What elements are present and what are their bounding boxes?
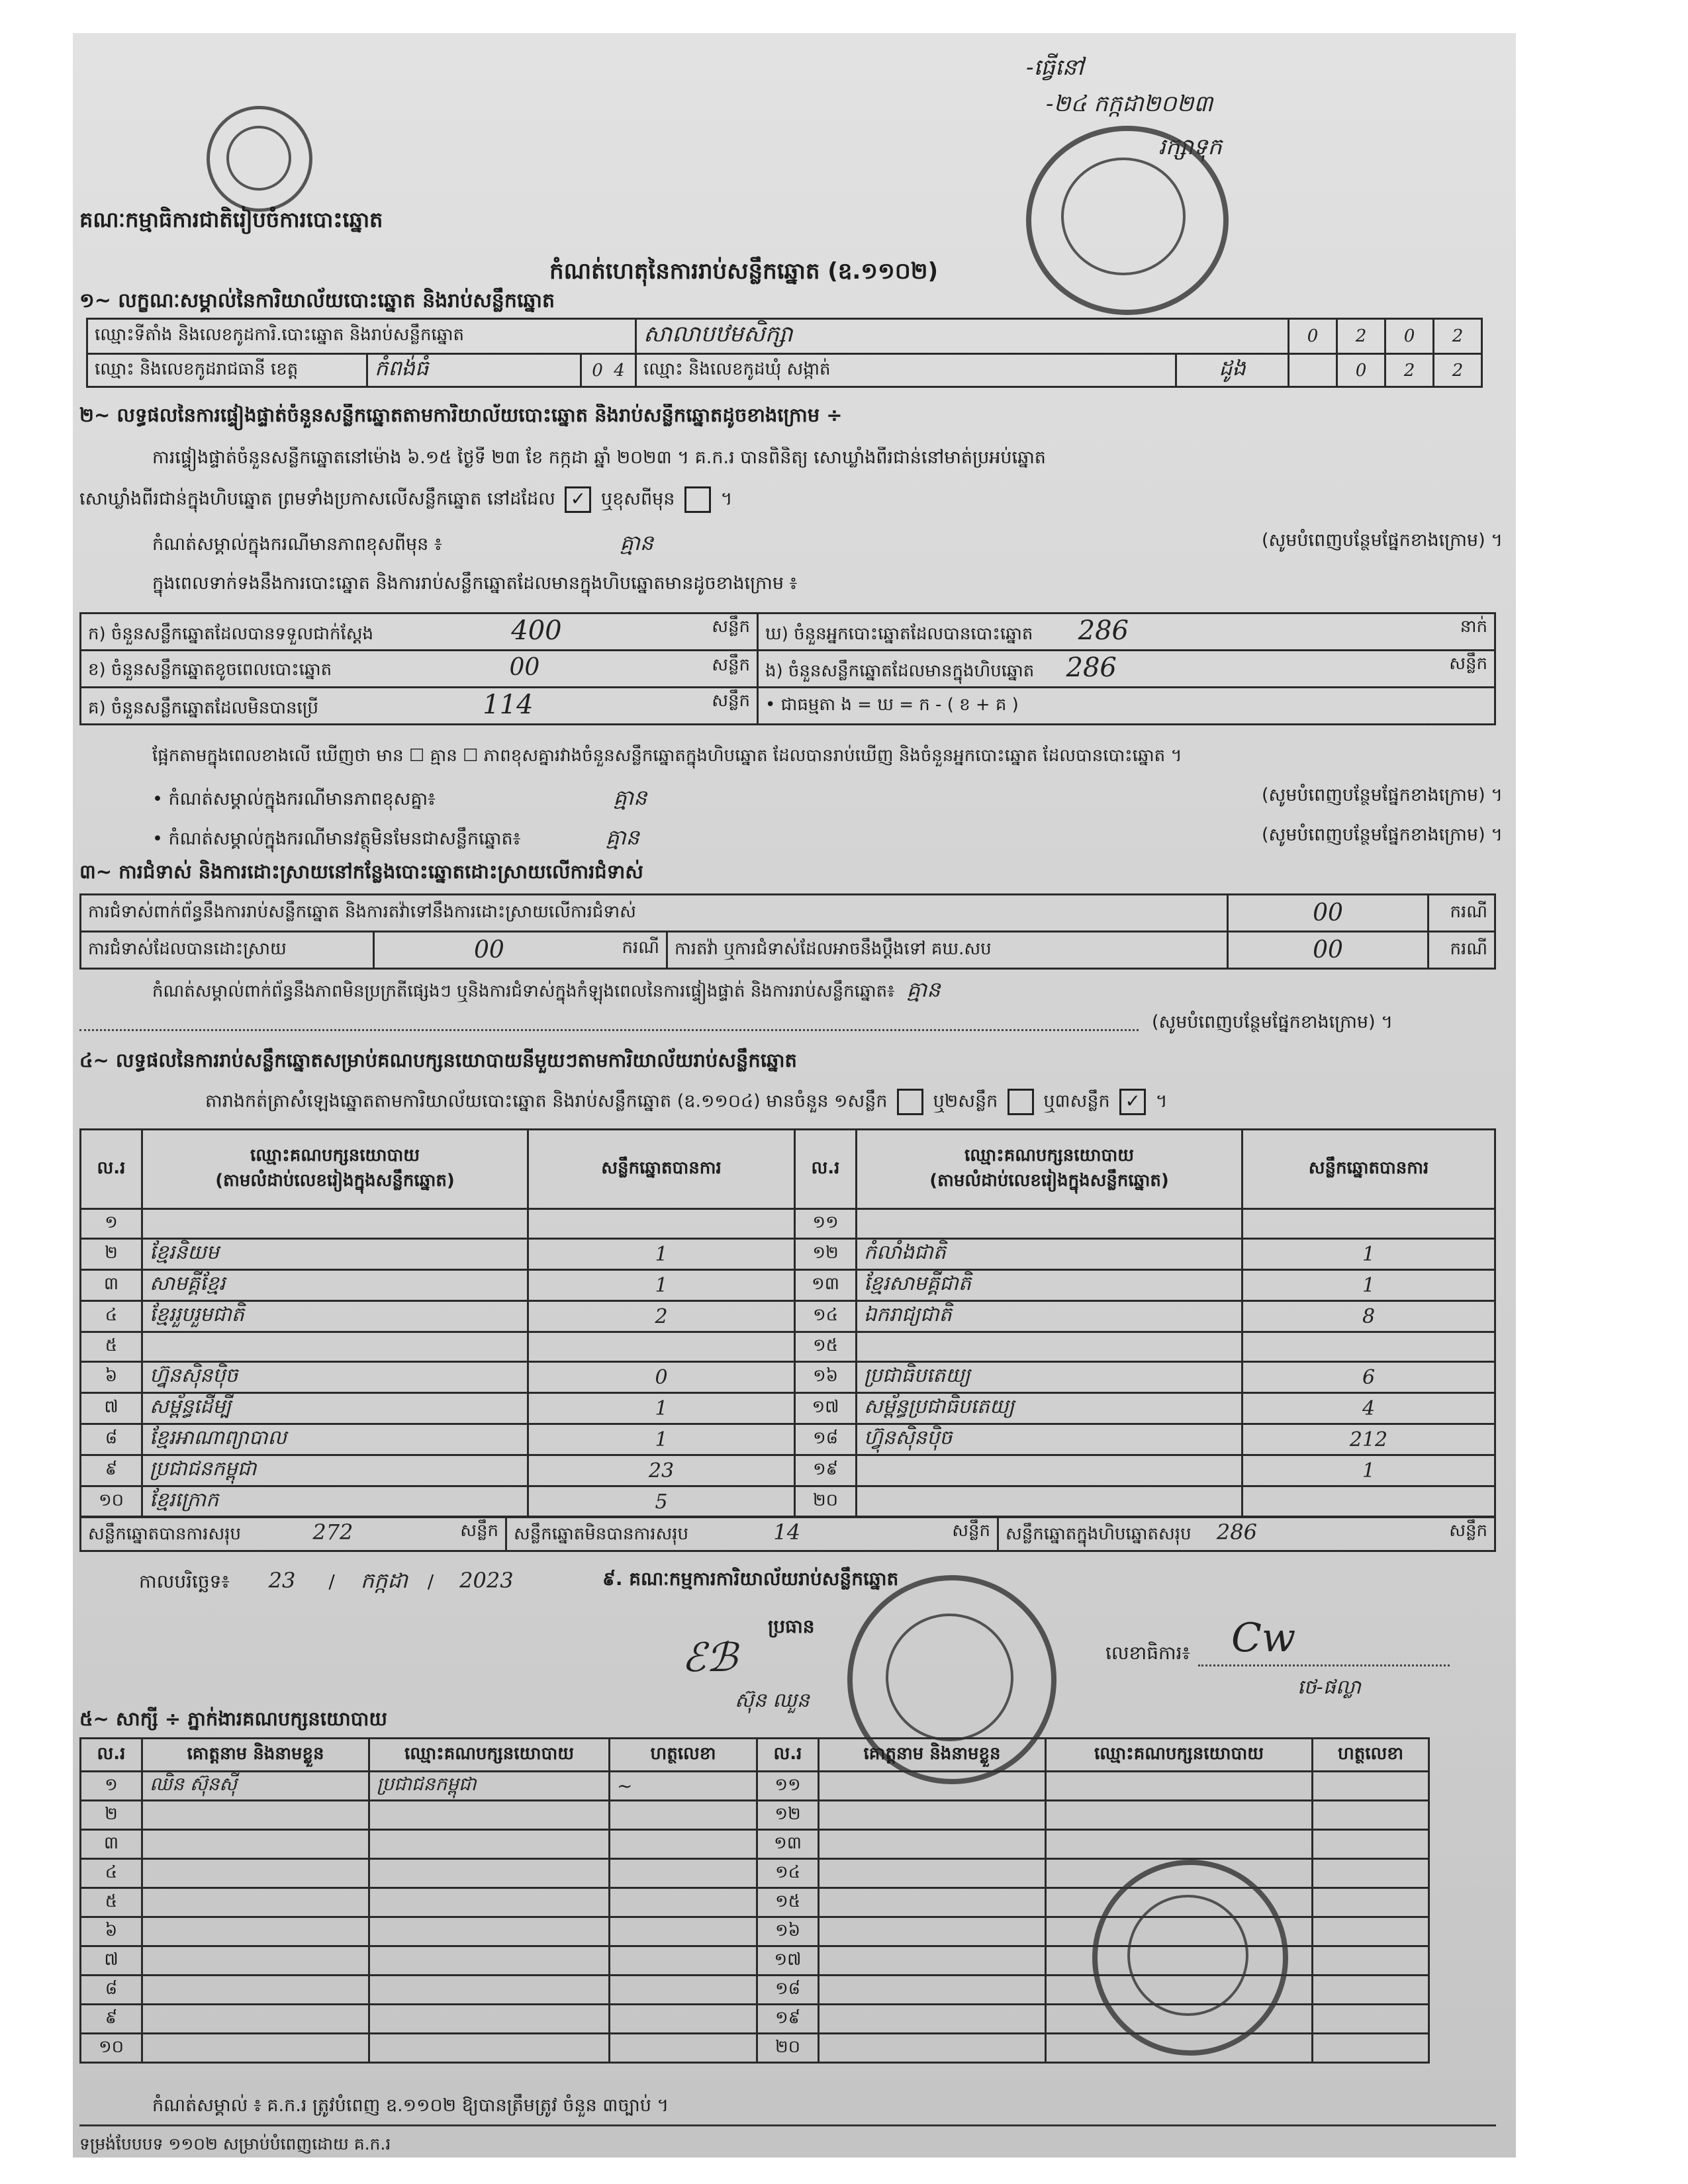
col-sign: ហត្ថលេខា <box>610 1739 757 1772</box>
witness-name <box>142 1801 369 1830</box>
section-1-heading: ១~ លក្ខណៈសម្គាល់នៃការិយាល័យបោះឆ្នោត និងរាប់សន្លឹកឆ្នោត <box>79 289 555 312</box>
col-name: គោត្តនាម និងនាមខ្លួន <box>819 1739 1046 1772</box>
code-digit: 0 <box>1385 319 1434 354</box>
commune-label: ឈ្មោះ និងលេខកូដឃុំ សង្កាត់ <box>636 354 1176 387</box>
witness-party <box>1046 1772 1313 1801</box>
witness-no: ១ <box>81 1772 142 1801</box>
witness-name <box>819 1772 1046 1801</box>
section-2-para1: ការផ្ទៀងផ្ទាត់ចំនួនសន្លឹកឆ្នោតនៅម៉ោង ៦.១៥ ថ្ងៃទី ២៣ ខែ កក្កដា ឆ្នាំ ២០២៣ ។ គ.ក.រ បានពិនិត្យ សោឃ្លាំងពីរជាន់នៅមាត់ប្រអប់ឆ្នោត <box>152 447 1046 468</box>
result-votes: 6 <box>1243 1362 1495 1393</box>
polling-station-label: ឈ្មោះទីតាំង និងលេខកូដការិ.បោះឆ្នោត និងរាប់សន្លឹកឆ្នោត <box>87 319 636 354</box>
case-unit: ករណី <box>1429 895 1495 932</box>
result-party: ហ្វ៊ុនស៊ិនប៉ិច <box>142 1362 528 1393</box>
code-digit: 2 <box>1385 354 1434 387</box>
witness-party <box>369 1888 610 1917</box>
province-label: ឈ្មោះ និងលេខកូដរាជធានី ខេត្ត <box>87 354 367 387</box>
witness-no: ១៦ <box>757 1917 819 1946</box>
totals-table <box>79 1516 1496 1552</box>
witness-party <box>369 1859 610 1888</box>
witness-sign <box>1313 1888 1429 1917</box>
unit: សន្លឹក <box>712 691 750 711</box>
result-votes: 1 <box>1243 1270 1495 1301</box>
bullet-1 <box>152 784 1503 815</box>
witness-sign <box>1313 1859 1429 1888</box>
witness-sign <box>610 1830 757 1859</box>
table-row <box>81 1424 1495 1455</box>
changed-checkbox[interactable] <box>684 486 711 513</box>
committee-sign-label: ៩. គណៈកម្មការការិយាល័យរាប់សន្លឹកឆ្នោត <box>602 1568 899 1590</box>
result-votes: 8 <box>1243 1301 1495 1332</box>
witness-name <box>819 1888 1046 1917</box>
total-valid-value: 272 <box>312 1520 353 1545</box>
case-unit: ករណី <box>1429 932 1495 969</box>
chief-label: ប្រធាន <box>768 1615 815 1637</box>
table-row <box>81 1830 1429 1859</box>
table-row <box>81 1270 1495 1301</box>
date-line: កាលបរិច្ឆេទ៖ 23 / កក្កដា / 2023 <box>139 1568 514 1593</box>
col-sign: ហត្ថលេខា <box>1313 1739 1429 1772</box>
witness-sign <box>1313 1917 1429 1946</box>
result-party <box>142 1209 528 1239</box>
intro-c: ឬ៣សន្លឹក <box>1043 1091 1110 1112</box>
result-party: ខ្មែរសាមគ្គីជាតិ <box>857 1270 1243 1301</box>
two-sheet-checkbox[interactable] <box>1008 1089 1034 1115</box>
table-row <box>81 1301 1495 1332</box>
result-no: ១៥ <box>795 1332 857 1362</box>
table-row <box>81 1239 1495 1270</box>
result-party: កំលាំងជាតិ <box>857 1239 1243 1270</box>
table-row <box>81 1801 1429 1830</box>
table-row <box>81 1393 1495 1424</box>
witness-party <box>1046 1830 1313 1859</box>
total-invalid-value: 14 <box>773 1520 801 1545</box>
witness-no: ១៨ <box>757 1976 819 2005</box>
chief-name: ស៊ុន ឈួន <box>735 1689 810 1712</box>
result-votes: 4 <box>1243 1393 1495 1424</box>
section-4-heading: ៤~ លទ្ធផលនៃការរាប់សន្លឹកឆ្នោតសម្រាប់គណបក្សនយោបាយនីមួយៗតាមការិយាល័យរាប់សន្លឹកឆ្នោត <box>79 1049 797 1071</box>
witness-party <box>369 2034 610 2063</box>
result-votes: 5 <box>528 1486 795 1518</box>
code-digit: 0 <box>592 360 603 381</box>
witness-name <box>819 1976 1046 2005</box>
secretary-name: ថេ-ផល្លា <box>1297 1676 1361 1699</box>
witness-no: ៥ <box>81 1888 142 1917</box>
objections-label: ការជំទាស់ពាក់ព័ន្ធនឹងការរាប់សន្លឹកឆ្នោត និងការតវ៉ាទៅនឹងការដោះស្រាយលើការជំទាស់ <box>81 895 1228 932</box>
result-no: ៩ <box>81 1455 142 1486</box>
intro-text: តារាងកត់ត្រាសំឡេងឆ្នោតតាមការិយាល័យបោះឆ្នោត និងរាប់សន្លឹកឆ្នោត (ឧ.១១០៤) មានចំនួន ១សន្លឹក <box>205 1091 888 1112</box>
witness-party <box>369 1830 610 1859</box>
result-no: ៨ <box>81 1424 142 1455</box>
result-no: ១៩ <box>795 1455 857 1486</box>
result-no: ២០ <box>795 1486 857 1518</box>
witness-sign <box>610 1917 757 1946</box>
unused-ballots-cell <box>81 688 758 725</box>
result-votes: 1 <box>528 1270 795 1301</box>
result-votes <box>528 1332 795 1362</box>
code-digit: 2 <box>1337 319 1385 354</box>
witness-sign <box>610 2034 757 2063</box>
result-party <box>857 1486 1243 1518</box>
witness-name <box>142 2005 369 2034</box>
official-stamp-top <box>1026 126 1229 315</box>
result-party <box>142 1332 528 1362</box>
code-digit: 4 <box>614 360 625 381</box>
witness-no: ១៤ <box>757 1859 819 1888</box>
received-ballots-label: ក) ចំនួនសន្លឹកឆ្នោតដែលបានទទួលជាក់ស្តែង <box>88 624 374 644</box>
secretary-label: លេខាធិការ៖ <box>1105 1642 1190 1664</box>
result-party: ខ្មែរក្រោក <box>142 1486 528 1518</box>
col-party <box>857 1130 1243 1209</box>
official-stamp-bottom <box>1092 1860 1288 2056</box>
result-no: ១១ <box>795 1209 857 1239</box>
total-invalid-label: សន្លឹកឆ្នោតមិនបានការសរុប <box>514 1524 689 1544</box>
result-no: ៦ <box>81 1362 142 1393</box>
witness-party <box>369 1976 610 2005</box>
witness-sign <box>610 1888 757 1917</box>
ballots-in-box-value: 286 <box>1066 653 1117 683</box>
result-votes: 1 <box>528 1393 795 1424</box>
result-no: ១៤ <box>795 1301 857 1332</box>
objections-value: 00 <box>1228 895 1429 932</box>
received-ballots-cell <box>81 614 758 651</box>
unit: សន្លឹក <box>952 1521 990 1541</box>
result-votes: 0 <box>528 1362 795 1393</box>
commune-value: ដូង <box>1176 354 1289 387</box>
unit: នាក់ <box>1460 617 1487 637</box>
table-row <box>81 1209 1495 1239</box>
witness-no: ៣ <box>81 1830 142 1859</box>
appeal-value: 00 <box>1228 932 1429 969</box>
document-sheet <box>73 33 1516 2158</box>
result-votes: 212 <box>1243 1424 1495 1455</box>
code-digit: 0 <box>1289 319 1337 354</box>
witness-name <box>819 1917 1046 1946</box>
date-year: 2023 <box>459 1568 514 1593</box>
witness-name <box>819 2005 1046 2034</box>
result-no: ១ <box>81 1209 142 1239</box>
result-party: សម្ព័ន្ធដើម្បី <box>142 1393 528 1424</box>
col-no: ល.រ <box>795 1130 857 1209</box>
handwritten-note-2: -២៤ កក្កដា២០២៣ <box>1046 91 1213 117</box>
witness-name <box>142 1917 369 1946</box>
col-votes: សន្លឹកឆ្នោតបានការ <box>1243 1130 1495 1209</box>
result-party: ប្រជាជនកម្ពុជា <box>142 1455 528 1486</box>
table-row <box>81 1332 1495 1362</box>
spoiled-ballots-value: 00 <box>509 654 540 681</box>
witness-name <box>819 1946 1046 1976</box>
result-party: ហ៊្វុនស៊ិនប៉ិច <box>857 1424 1243 1455</box>
footer-rule <box>79 2124 1496 2126</box>
witness-sign <box>610 2005 757 2034</box>
table-row <box>81 1486 1495 1518</box>
section-2-heading: ២~ លទ្ធផលនៃការផ្ទៀងផ្ទាត់ចំនួនសន្លឹកឆ្នោតតាមការិយាល័យបោះឆ្នោត និងរាប់សន្លឹកឆ្នោតដូចខាងក្រោម ÷ <box>79 404 843 426</box>
bullet-2-value: គ្មាន <box>606 825 639 850</box>
voters-label: ឃ) ចំនួនអ្នកបោះឆ្នោតដែលបានបោះឆ្នោត <box>765 624 1033 644</box>
witness-no: ២០ <box>757 2034 819 2063</box>
result-party <box>857 1209 1243 1239</box>
witness-no: ៦ <box>81 1917 142 1946</box>
witness-no: ១៩ <box>757 2005 819 2034</box>
result-party: ខ្មែររួបរួមជាតិ <box>142 1301 528 1332</box>
witness-sign <box>610 1976 757 2005</box>
table-row <box>81 1455 1495 1486</box>
formula: • ជាធម្មតា ង = ឃ = ក - ( ខ + គ ) <box>758 688 1495 725</box>
para2-text: សោឃ្លាំងពីរជាន់ក្នុងហិបឆ្នោត ព្រមទាំងប្រកាសលើសន្លឹកឆ្នោត នៅដដែល <box>79 488 555 510</box>
witness-name <box>819 2034 1046 2063</box>
witness-no: ១២ <box>757 1801 819 1830</box>
bullet-2 <box>152 824 1503 855</box>
result-votes <box>1243 1332 1495 1362</box>
total-valid-label: សន្លឹកឆ្នោតបានការសរុប <box>88 1524 242 1544</box>
result-votes: 1 <box>1243 1455 1495 1486</box>
result-votes: 1 <box>1243 1239 1495 1270</box>
section-3-note <box>152 976 1503 1007</box>
witness-party <box>369 1801 610 1830</box>
ballots-in-box-cell <box>758 651 1495 688</box>
witness-no: ១៧ <box>757 1946 819 1976</box>
bullet-1-value: គ្មាន <box>613 785 647 810</box>
witness-sign <box>610 1801 757 1830</box>
col-party: ឈ្មោះគណបក្សនយោបាយ <box>369 1739 610 1772</box>
footer-code: ទម្រង់បែបបទ ១១០២ សម្រាប់បំពេញដោយ គ.ក.រ <box>79 2134 391 2154</box>
col-party-sub: (តាមលំដាប់លេខរៀងក្នុងសន្លឹកឆ្នោត) <box>929 1170 1169 1191</box>
unit: សន្លឹក <box>1449 654 1487 674</box>
witness-sign <box>1313 2005 1429 2034</box>
resolved-cell <box>374 932 667 969</box>
result-party: ប្រជាធិបតេយ្យ <box>857 1362 1243 1393</box>
unused-ballots-value: 114 <box>483 690 534 720</box>
witness-sign <box>610 1859 757 1888</box>
result-no: ៥ <box>81 1332 142 1362</box>
witness-party <box>1046 1801 1313 1830</box>
code-digit: 2 <box>1434 319 1482 354</box>
bullet-2-label: • កំណត់សម្គាល់ក្នុងករណីមានវត្ថុមិនមែនជាសន្លឹកឆ្នោត៖ <box>152 829 521 849</box>
result-party: ខ្មែរនិយម <box>142 1239 528 1270</box>
code-digit: 2 <box>1434 354 1482 387</box>
witness-party <box>369 1917 610 1946</box>
col-party: ឈ្មោះគណបក្សនយោបាយ <box>1046 1739 1313 1772</box>
chief-signature: ℰℬ <box>682 1635 737 1681</box>
col-no: ល.រ <box>81 1739 142 1772</box>
witness-sign <box>610 1946 757 1976</box>
result-no: ៧ <box>81 1393 142 1424</box>
witness-no: ១០ <box>81 2034 142 2063</box>
three-sheet-checkbox[interactable]: ✓ <box>1119 1089 1146 1115</box>
col-no: ល.រ <box>757 1739 819 1772</box>
witness-party <box>369 1946 610 1976</box>
result-party <box>857 1455 1243 1486</box>
witness-no: ៨ <box>81 1976 142 2005</box>
objections-table <box>79 893 1496 970</box>
witness-sign <box>1313 1976 1429 2005</box>
col-name: គោត្តនាម និងនាមខ្លួន <box>142 1739 369 1772</box>
handwritten-note-3: រក្សាទុក <box>1158 134 1222 160</box>
table-row <box>81 1362 1495 1393</box>
result-votes: 1 <box>528 1239 795 1270</box>
note-value: គ្មាន <box>620 530 654 555</box>
nec-emblem <box>207 106 312 212</box>
total-valid-cell <box>81 1517 506 1551</box>
witness-sign <box>1313 1830 1429 1859</box>
result-no: ១៧ <box>795 1393 857 1424</box>
col-party-sub: (តាមលំដាប់លេខរៀងក្នុងសន្លឹកឆ្នោត) <box>215 1170 455 1191</box>
unit: សន្លឹក <box>1449 1521 1487 1541</box>
received-ballots-value: 400 <box>511 615 562 646</box>
unit: សន្លឹក <box>712 617 750 637</box>
witness-sign <box>1313 1772 1429 1801</box>
witness-name <box>142 1859 369 1888</box>
voters-cell <box>758 614 1495 651</box>
section-3-note-value: គ្មាន <box>906 977 941 1002</box>
empty-cell <box>1289 354 1337 387</box>
result-no: ១២ <box>795 1239 857 1270</box>
section-3-heading: ៣~ ការជំទាស់ និងការដោះស្រាយនៅកន្លែងបោះឆ្នោតដោះស្រាយលើការជំទាស់ <box>79 860 643 883</box>
result-no: ២ <box>81 1239 142 1270</box>
section-3-note-label: កំណត់សម្គាល់ពាក់ព័ន្ធនឹងភាពមិនប្រក្រតីផ្សេងៗ ឬនិងការជំទាស់ក្នុងកំឡុងពេលនៃការផ្ទៀងផ្ទាត់ និងការរាប់សន្លឹកឆ្នោត៖ <box>152 981 895 1001</box>
secretary-signature: Cw <box>1231 1615 1296 1661</box>
total-box-value: 286 <box>1216 1520 1257 1545</box>
col-party-title: ឈ្មោះគណបក្សនយោបាយ <box>250 1145 420 1165</box>
bullet-2-hint: (សូមបំពេញបន្ថែមផ្នែកខាងក្រោម) ។ <box>1262 825 1503 845</box>
section-2-para2: សោឃ្លាំងពីរជាន់ក្នុងហិបឆ្នោត ព្រមទាំងប្រកាសលើសន្លឹកឆ្នោត នៅដដែល ✓ ឬខុសពីមុន ។ <box>79 486 732 514</box>
section-2-para4: ផ្អែកតាមក្នុងពេលខាងលើ ឃើញថា មាន ☐ គ្មាន ☐ ភាពខុសគ្នារវាងចំនួនសន្លឹកឆ្នោតក្នុងហិបឆ្នោត ដែលបានរាប់ឃើញ និងចំនួនអ្នកបោះឆ្នោត ដែលបានបោះឆ្នោត ។ <box>152 746 1182 766</box>
polling-station-value: សាលាបឋមសិក្សា <box>636 319 1289 354</box>
witness-name <box>142 2034 369 2063</box>
date-label: កាលបរិច្ឆេទ៖ <box>139 1570 230 1592</box>
result-votes: 1 <box>528 1424 795 1455</box>
result-party <box>857 1332 1243 1362</box>
witness-name <box>142 1830 369 1859</box>
witness-name: ឈិន ស៊ុនស៊ី <box>142 1772 369 1801</box>
bullet-1-label: • កំណត់សម្គាល់ក្នុងករណីមានភាពខុសគ្នា៖ <box>152 789 436 809</box>
section-2-para3: ក្នុងពេលទាក់ទងនឹងការបោះឆ្នោត និងការរាប់សន្លឹកឆ្នោតដែលមានក្នុងហិបឆ្នោតមានដូចខាងក្រោម ៖ <box>152 573 798 594</box>
ballot-count-table <box>79 612 1496 725</box>
witness-no: ១៥ <box>757 1888 819 1917</box>
intro-b: ឬ២សន្លឹក <box>933 1091 998 1112</box>
resolved-value: 00 <box>474 936 504 964</box>
witness-name <box>142 1976 369 2005</box>
section-2-note <box>152 529 1503 561</box>
table-row <box>81 1772 1429 1801</box>
spoiled-ballots-label: ខ) ចំនួនសន្លឹកឆ្នោតខូចពេលបោះឆ្នោត <box>88 660 332 680</box>
spoiled-ballots-cell <box>81 651 758 688</box>
result-votes <box>528 1209 795 1239</box>
date-month: កក្កដា <box>360 1568 408 1593</box>
section-1-table <box>86 318 1483 388</box>
section-3-hint: (សូមបំពេញបន្ថែមផ្នែកខាងក្រោម) ។ <box>1152 1012 1393 1032</box>
province-code-cell <box>581 354 636 387</box>
unit: សន្លឹក <box>712 655 750 675</box>
result-votes <box>1243 1486 1495 1518</box>
witness-name <box>819 1830 1046 1859</box>
total-box-label: សន្លឹកឆ្នោតក្នុងហិបឆ្នោតសរុប <box>1006 1524 1192 1544</box>
ballots-in-box-label: ង) ចំនួនសន្លឹកឆ្នោតដែលមានក្នុងហិបឆ្នោត <box>765 661 1035 681</box>
footer-note: កំណត់សម្គាល់ ៖ គ.ក.រ ត្រូវបំពេញ ឧ.១១០២ ឱ្យបានត្រឹមត្រូវ ចំនួន ៣ច្បាប់ ។ <box>152 2095 669 2116</box>
para2-after: ឬខុសពីមុន <box>600 488 675 510</box>
witness-sign <box>1313 1801 1429 1830</box>
witness-no: ១១ <box>757 1772 819 1801</box>
voters-value: 286 <box>1078 615 1129 646</box>
witness-sign <box>1313 2034 1429 2063</box>
same-checkbox[interactable]: ✓ <box>565 486 591 513</box>
witness-name <box>142 1946 369 1976</box>
resolved-label: ការជំទាស់ដែលបានដោះស្រាយ <box>81 932 374 969</box>
witness-no: ៤ <box>81 1859 142 1888</box>
unit: សន្លឹក <box>460 1521 498 1541</box>
witness-party <box>369 2005 610 2034</box>
col-party <box>142 1130 528 1209</box>
section-4-intro: តារាងកត់ត្រាសំឡេងឆ្នោតតាមការិយាល័យបោះឆ្នោត និងរាប់សន្លឹកឆ្នោត (ឧ.១១០៤) មានចំនួន ១សន្លឹក ឬ២សន្លឹក ឬ៣សន្លឹក ✓ ។ <box>205 1089 1168 1116</box>
witness-sign <box>1313 1946 1429 1976</box>
results-table <box>79 1128 1496 1518</box>
result-no: ១៦ <box>795 1362 857 1393</box>
result-party: ខ្មែរអាណាព្យាបាល <box>142 1424 528 1455</box>
witness-name <box>819 1859 1046 1888</box>
witness-name <box>819 1801 1046 1830</box>
result-votes: 2 <box>528 1301 795 1332</box>
secretary-line <box>1198 1664 1450 1666</box>
note-hint: (សូមបំពេញបន្ថែមផ្នែកខាងក្រោម) ។ <box>1262 530 1503 551</box>
result-no: ១០ <box>81 1486 142 1518</box>
one-sheet-checkbox[interactable] <box>897 1089 923 1115</box>
total-invalid-cell <box>506 1517 998 1551</box>
col-votes: សន្លឹកឆ្នោតបានការ <box>528 1130 795 1209</box>
col-party-title: ឈ្មោះគណបក្សនយោបាយ <box>964 1145 1134 1165</box>
witness-name <box>142 1888 369 1917</box>
result-no: ៤ <box>81 1301 142 1332</box>
unused-ballots-label: គ) ចំនួនសន្លឹកឆ្នោតដែលមិនបានប្រើ <box>88 698 318 718</box>
witness-no: ៧ <box>81 1946 142 1976</box>
appeal-label: ការតវ៉ា ឬការជំទាស់ដែលអាចនឹងប្តឹងទៅ គឃ.សប <box>667 932 1228 969</box>
witness-party: ប្រជាជនកម្ពុជា <box>369 1772 610 1801</box>
case-unit: ករណី <box>622 938 659 958</box>
province-value: កំពង់ធំ <box>367 354 581 387</box>
handwritten-note-1: -ធ្វើនៅ <box>1026 54 1084 81</box>
result-no: ១៣ <box>795 1270 857 1301</box>
result-no: ៣ <box>81 1270 142 1301</box>
bullet-1-hint: (សូមបំពេញបន្ថែមផ្នែកខាងក្រោម) ។ <box>1262 785 1503 805</box>
note-label: កំណត់សម្គាល់ក្នុងករណីមានភាពខុសពីមុន ៖ <box>152 534 442 555</box>
date-day: 23 <box>268 1568 296 1593</box>
result-party: សម្ព័ន្ធប្រជាធិបតេយ្យ <box>857 1393 1243 1424</box>
form-title: កំណត់ហេតុនៃការរាប់សន្លឹកឆ្នោត (ឧ.១១០២) <box>549 258 939 285</box>
result-votes: 23 <box>528 1455 795 1486</box>
result-no: ១៨ <box>795 1424 857 1455</box>
code-digit: 0 <box>1337 354 1385 387</box>
col-no: ល.រ <box>81 1130 142 1209</box>
witness-no: ៩ <box>81 2005 142 2034</box>
result-votes <box>1243 1209 1495 1239</box>
witness-no: ២ <box>81 1801 142 1830</box>
dotted-line <box>79 1029 1139 1031</box>
result-party: សាមគ្គីខ្មែរ <box>142 1270 528 1301</box>
result-party: ឯករាជ្យជាតិ <box>857 1301 1243 1332</box>
section-5-heading: ៥~ សាក្សី ÷ ភ្នាក់ងារគណបក្សនយោបាយ <box>79 1707 388 1730</box>
witness-no: ១៣ <box>757 1830 819 1859</box>
total-box-cell <box>998 1517 1495 1551</box>
committee-name: គណៈកម្មាធិការជាតិរៀបចំការបោះឆ្នោត <box>79 207 383 232</box>
witness-sign: ~ <box>610 1772 757 1801</box>
